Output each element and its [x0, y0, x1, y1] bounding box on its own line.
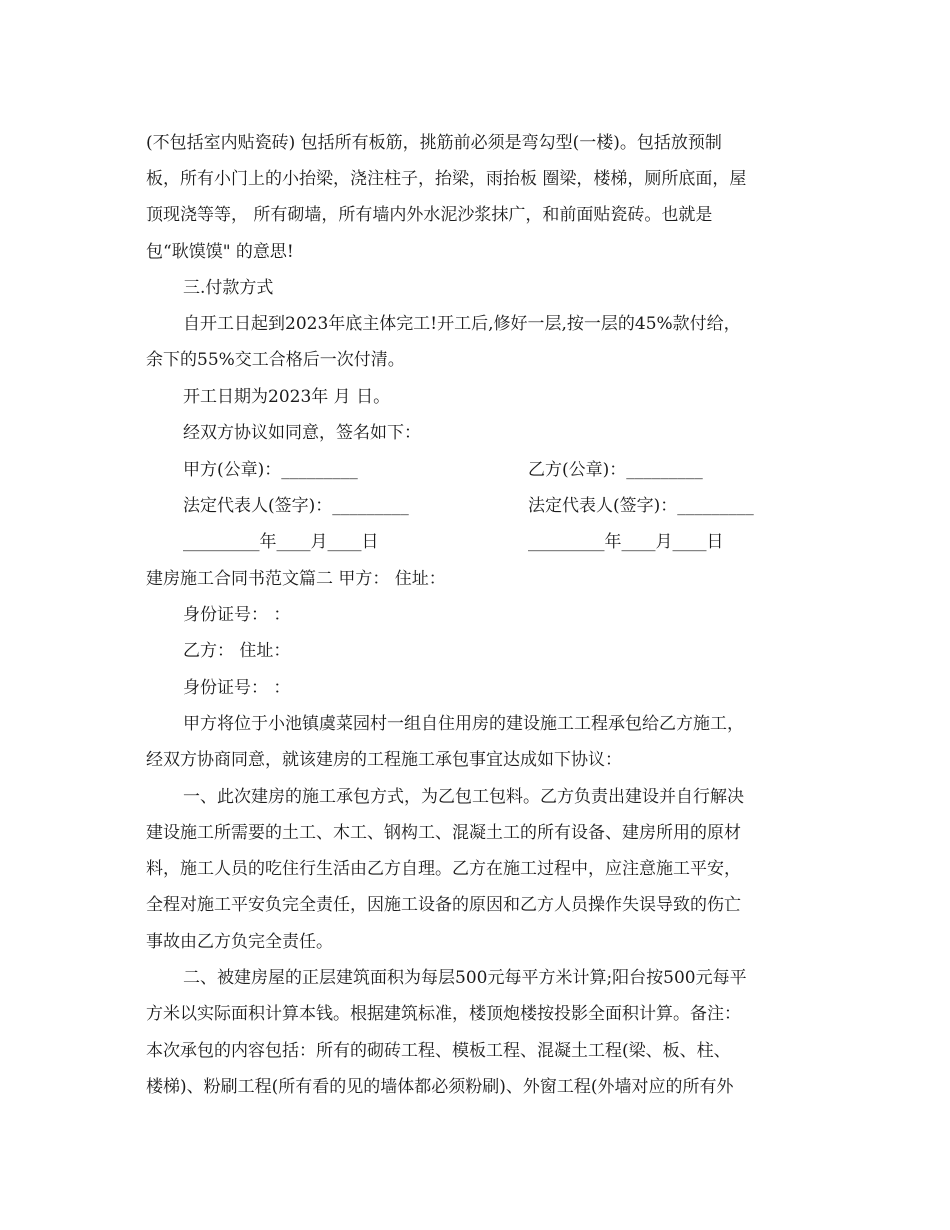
clause1-line-5: 事故由乙方负完全责任。 [146, 932, 333, 952]
scope-line-4: 包“耿馍馍" 的意思! [146, 242, 294, 262]
clause1-line-3: 料，施工人员的吃住行生活由乙方自理。乙方在施工过程中，应注意施工平安， [146, 859, 741, 879]
party-a-id: 身份证号： ： [183, 605, 291, 625]
scope-line-1: (不包括室内贴瓷砖) 包括所有板筋，挑筋前必须是弯勾型(一楼)。包括放预制 [146, 133, 722, 153]
scope-line-3: 顶现浇等等， 所有砌墙，所有墙内外水泥沙浆抹广，和前面贴瓷砖。也就是 [146, 205, 713, 225]
section3-heading: 三.付款方式 [183, 278, 274, 298]
party-a-date: _________年____月____日 [183, 532, 379, 552]
intro-line-1: 甲方将位于小池镇虞菜园村一组自住用房的建设施工工程承包给乙方施工， [183, 714, 744, 734]
clause1-line-2: 建设施工所需要的土工、木工、钢构工、混凝土工的所有设备、建房所用的原材 [146, 823, 741, 843]
scope-line-2: 板，所有小门上的小抬梁，浇注柱子，抬梁，雨抬板 圈梁，楼梯，厕所底面，屋 [146, 169, 747, 189]
agreement-line: 经双方协议如同意，签名如下： [183, 423, 421, 443]
party-b-date: _________年____月____日 [528, 532, 724, 552]
party-b-line: 乙方： 住址： [183, 641, 291, 661]
payment-line-2: 余下的55%交工合格后一次付清。 [146, 350, 405, 370]
start-date: 开工日期为2023年 月 日。 [183, 387, 391, 407]
clause2-line-4: 楼梯)、粉刷工程(所有看的见的墙体都必须粉刷)、外窗工程(外墙对应的所有外 [146, 1077, 734, 1097]
contract2-title-line: 建房施工合同书范文篇二 甲方： 住址： [146, 569, 446, 589]
clause2-line-2: 方米以实际面积计算本钱。根据建筑标准，楼顶炮楼按投影全面积计算。备注： [146, 1004, 741, 1024]
party-a-representative: 法定代表人(签字)：_________ [183, 496, 409, 516]
party-b-seal: 乙方(公章)：_________ [528, 460, 703, 480]
clause1-line-1: 一、此次建房的施工承包方式，为乙包工包料。乙方负责出建设并自行解决 [183, 787, 744, 807]
clause1-line-4: 全程对施工平安负完全责任，因施工设备的原因和乙方人员操作失误导致的伤亡 [146, 895, 741, 915]
party-b-representative: 法定代表人(签字)：_________ [528, 496, 754, 516]
payment-line-1: 自开工日起到2023年底主体完工!开工后,修好一层,按一层的45%款付给， [183, 314, 741, 334]
party-b-id: 身份证号： ： [183, 678, 291, 698]
party-a-seal: 甲方(公章)：_________ [183, 460, 358, 480]
intro-line-2: 经双方协商同意，就该建房的工程施工承包事宜达成如下协议： [146, 750, 622, 770]
clause2-line-1: 二、被建房屋的正层建筑面积为每层500元每平方米计算;阳台按500元每平 [183, 968, 747, 988]
clause2-line-3: 本次承包的内容包括：所有的砌砖工程、模板工程、混凝土工程(梁、板、柱、 [146, 1041, 731, 1061]
